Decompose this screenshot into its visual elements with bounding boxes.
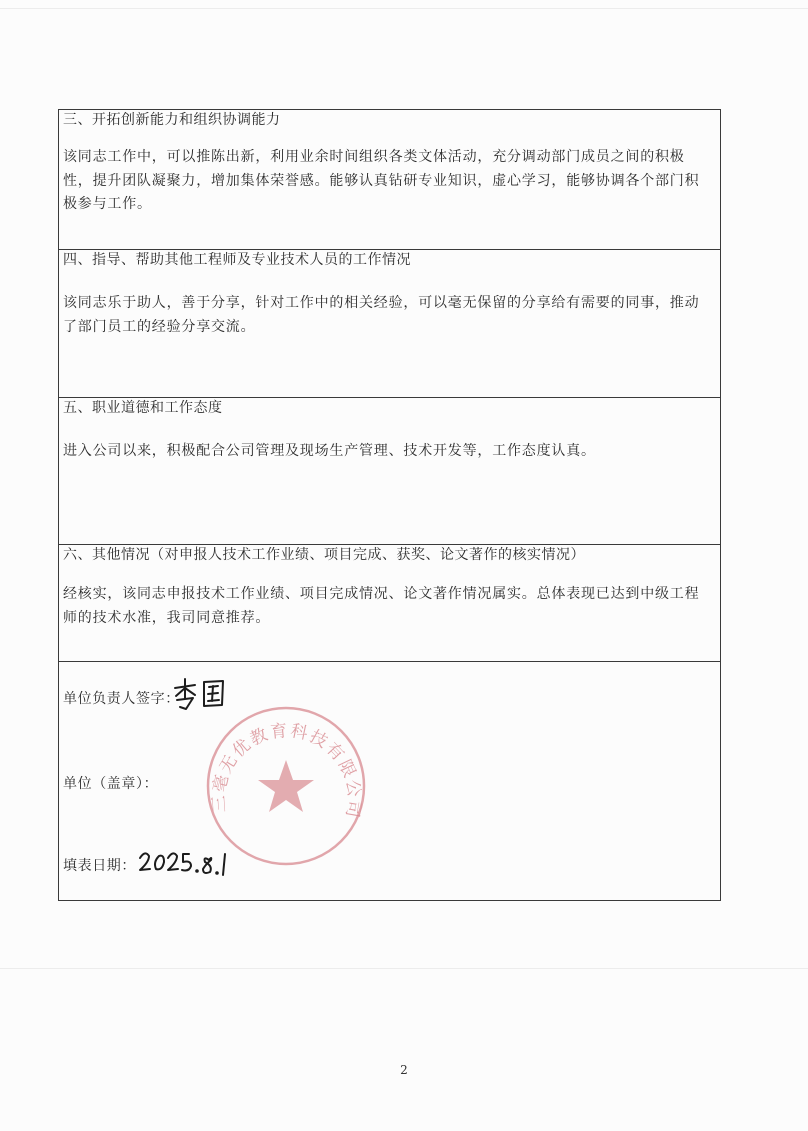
section-body: 经核实，该同志申报技术工作业绩、项目完成情况、论文著作情况属实。总体表现已达到中级工程师的技术水准，我司同意推荐。 bbox=[63, 586, 700, 626]
leader-signature-label: 单位负责人签字： bbox=[63, 691, 180, 707]
leader-signature-line bbox=[63, 688, 180, 708]
page-number: 2 bbox=[400, 1063, 408, 1077]
date-line bbox=[63, 855, 136, 875]
unit-seal-label: 单位（盖章）： bbox=[63, 776, 159, 792]
date-label: 填表日期： bbox=[63, 858, 136, 874]
section-body: 该同志工作中，可以推陈出新，利用业余时间组织各类文体活动，充分调动部门成员之间的积极性，提升团队凝聚力，增加集体荣誉感。能够认真钻研专业知识，虚心学习，能够协调各个部门积极参与工作。 bbox=[63, 149, 700, 212]
section-title: 四、指导、帮助其他工程师及专业技术人员的工作情况 bbox=[63, 252, 411, 268]
signature-section bbox=[59, 662, 720, 900]
section-title: 五、职业道德和工作态度 bbox=[63, 400, 223, 416]
handwritten-signature bbox=[171, 676, 251, 712]
unit-seal-line bbox=[63, 773, 158, 793]
section-body: 进入公司以来，积极配合公司管理及现场生产管理、技术开发等，工作态度认真。 bbox=[63, 443, 596, 459]
section-body: 该同志乐于助人，善于分享，针对工作中的相关经验，可以毫无保留的分享给有需要的同事，推动了部门员工的经验分享交流。 bbox=[63, 295, 700, 335]
section-title: 六、其他情况（对申报人技术工作业绩、项目完成、获奖、论文著作的核实情况） bbox=[63, 547, 585, 563]
seal-text: 三毫无优教育科技有限公司 bbox=[209, 720, 365, 821]
seal-star-icon bbox=[258, 760, 314, 812]
section-innovation bbox=[59, 110, 720, 250]
section-title: 三、开拓创新能力和组织协调能力 bbox=[63, 112, 281, 128]
section-other bbox=[59, 545, 720, 662]
handwritten-date bbox=[137, 842, 237, 882]
section-guidance bbox=[59, 250, 720, 398]
section-ethics bbox=[59, 398, 720, 545]
evaluation-form bbox=[58, 109, 721, 901]
